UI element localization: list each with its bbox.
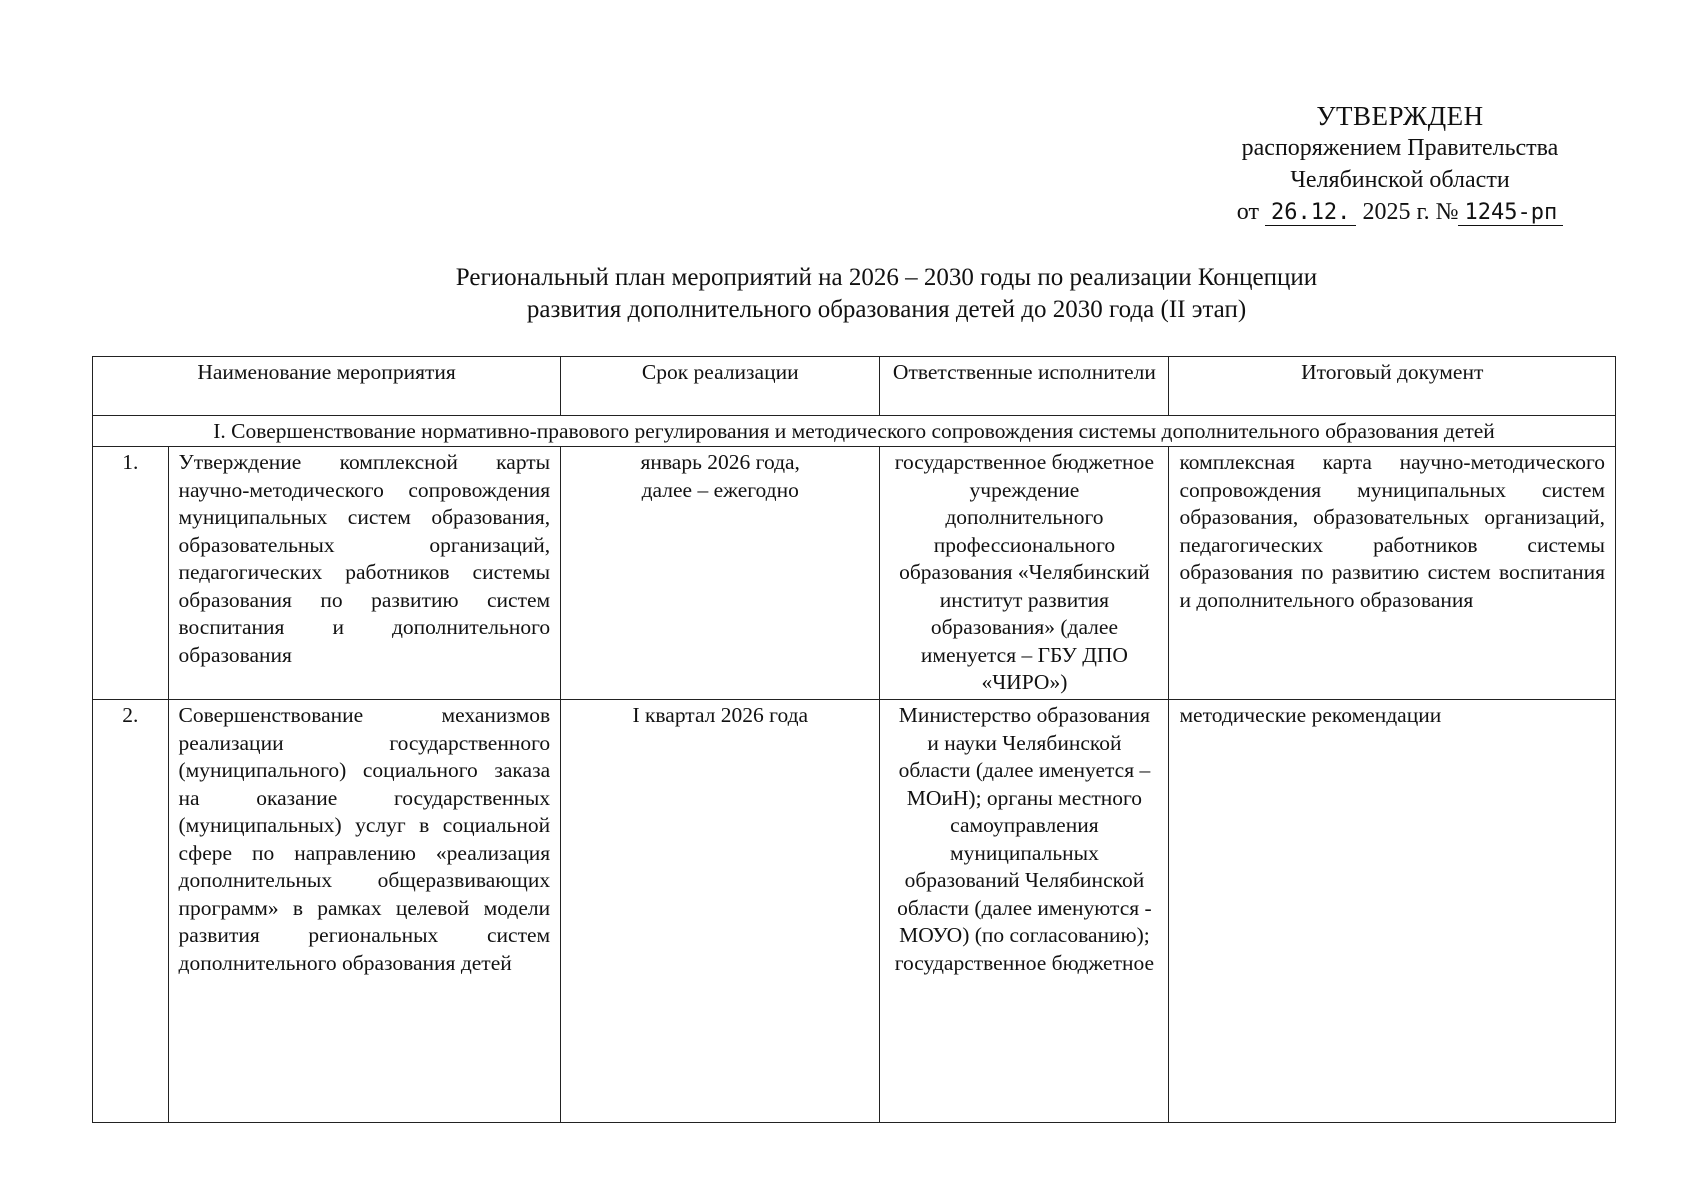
approval-line-2: Челябинской области <box>1290 167 1510 193</box>
row-document: методические рекомендации <box>1169 700 1616 1123</box>
row-term: I квартал 2026 года <box>561 700 880 1123</box>
row-term-line-2: далее – ежегодно <box>641 477 799 502</box>
row-responsible: государственное бюджетное учреждение дополнительного профессионального образования «Челябинский институт развития образования» (далее именуется – ГБУ ДПО «ЧИРО») <box>880 447 1169 700</box>
approval-year: 2025 г. № <box>1362 199 1459 225</box>
header-term: Срок реализации <box>561 357 880 416</box>
document-title-line-1: Региональный план мероприятий на 2026 – 2030 годы по реализации Концепции <box>455 264 1318 291</box>
header-name: Наименование мероприятия <box>93 357 561 416</box>
table-row <box>93 447 1616 700</box>
header-responsible: Ответственные исполнители <box>880 357 1169 416</box>
approval-number-value: 1245-рп <box>1458 201 1563 226</box>
row-document: комплексная карта научно-методического сопровождения муниципальных систем образования, образовательных организаций, педагогических работников системы образования по развитию систем воспитания и дополнительного образования <box>1169 447 1616 700</box>
header-document: Итоговый документ <box>1169 357 1616 416</box>
row-term-line-1: январь 2026 года, <box>640 450 800 474</box>
row-name: Утверждение комплексной карты научно-методического сопровождения муниципальных систем образования, образовательных организаций, педагогических работников системы образования по развитию систем воспитания и дополнительного образования <box>168 447 561 700</box>
plan-table <box>92 356 1616 1123</box>
section-row <box>93 416 1616 447</box>
section-title: I. Совершенствование нормативно-правового регулирования и методического сопровождения системы дополнительного образования детей <box>93 416 1616 447</box>
row-term <box>561 447 880 700</box>
approval-line-1: распоряжением Правительства <box>1241 135 1559 161</box>
table-header-row <box>93 357 1616 416</box>
document-title <box>300 262 1473 326</box>
row-number: 1. <box>93 447 169 700</box>
approval-heading: УТВЕРЖДЕН <box>1316 101 1484 131</box>
row-name: Совершенствование механизмов реализации государственного (муниципального) социального заказа на оказание государственных (муниципальных) услуг в социальной сфере по направлению «реализация дополнительных общеразвивающих программ» в рамках целевой модели развития региональных систем дополнительного образования детей <box>168 700 561 1123</box>
approval-block <box>1200 100 1600 228</box>
document-title-line-2: развития дополнительного образования детей до 2030 года (II этап) <box>526 296 1247 323</box>
approval-date-prefix: от <box>1236 199 1259 225</box>
row-responsible: Министерство образования и науки Челябинской области (далее именуется – МОиН); органы местного самоуправления муниципальных образований Челябинской области (далее именуются - МОУО) (по согласованию); государственное бюджетное <box>880 700 1169 1123</box>
row-number: 2. <box>93 700 169 1123</box>
table-row <box>93 700 1616 1123</box>
approval-date-value: 26.12. <box>1265 201 1356 226</box>
approval-date-line <box>1200 196 1600 228</box>
